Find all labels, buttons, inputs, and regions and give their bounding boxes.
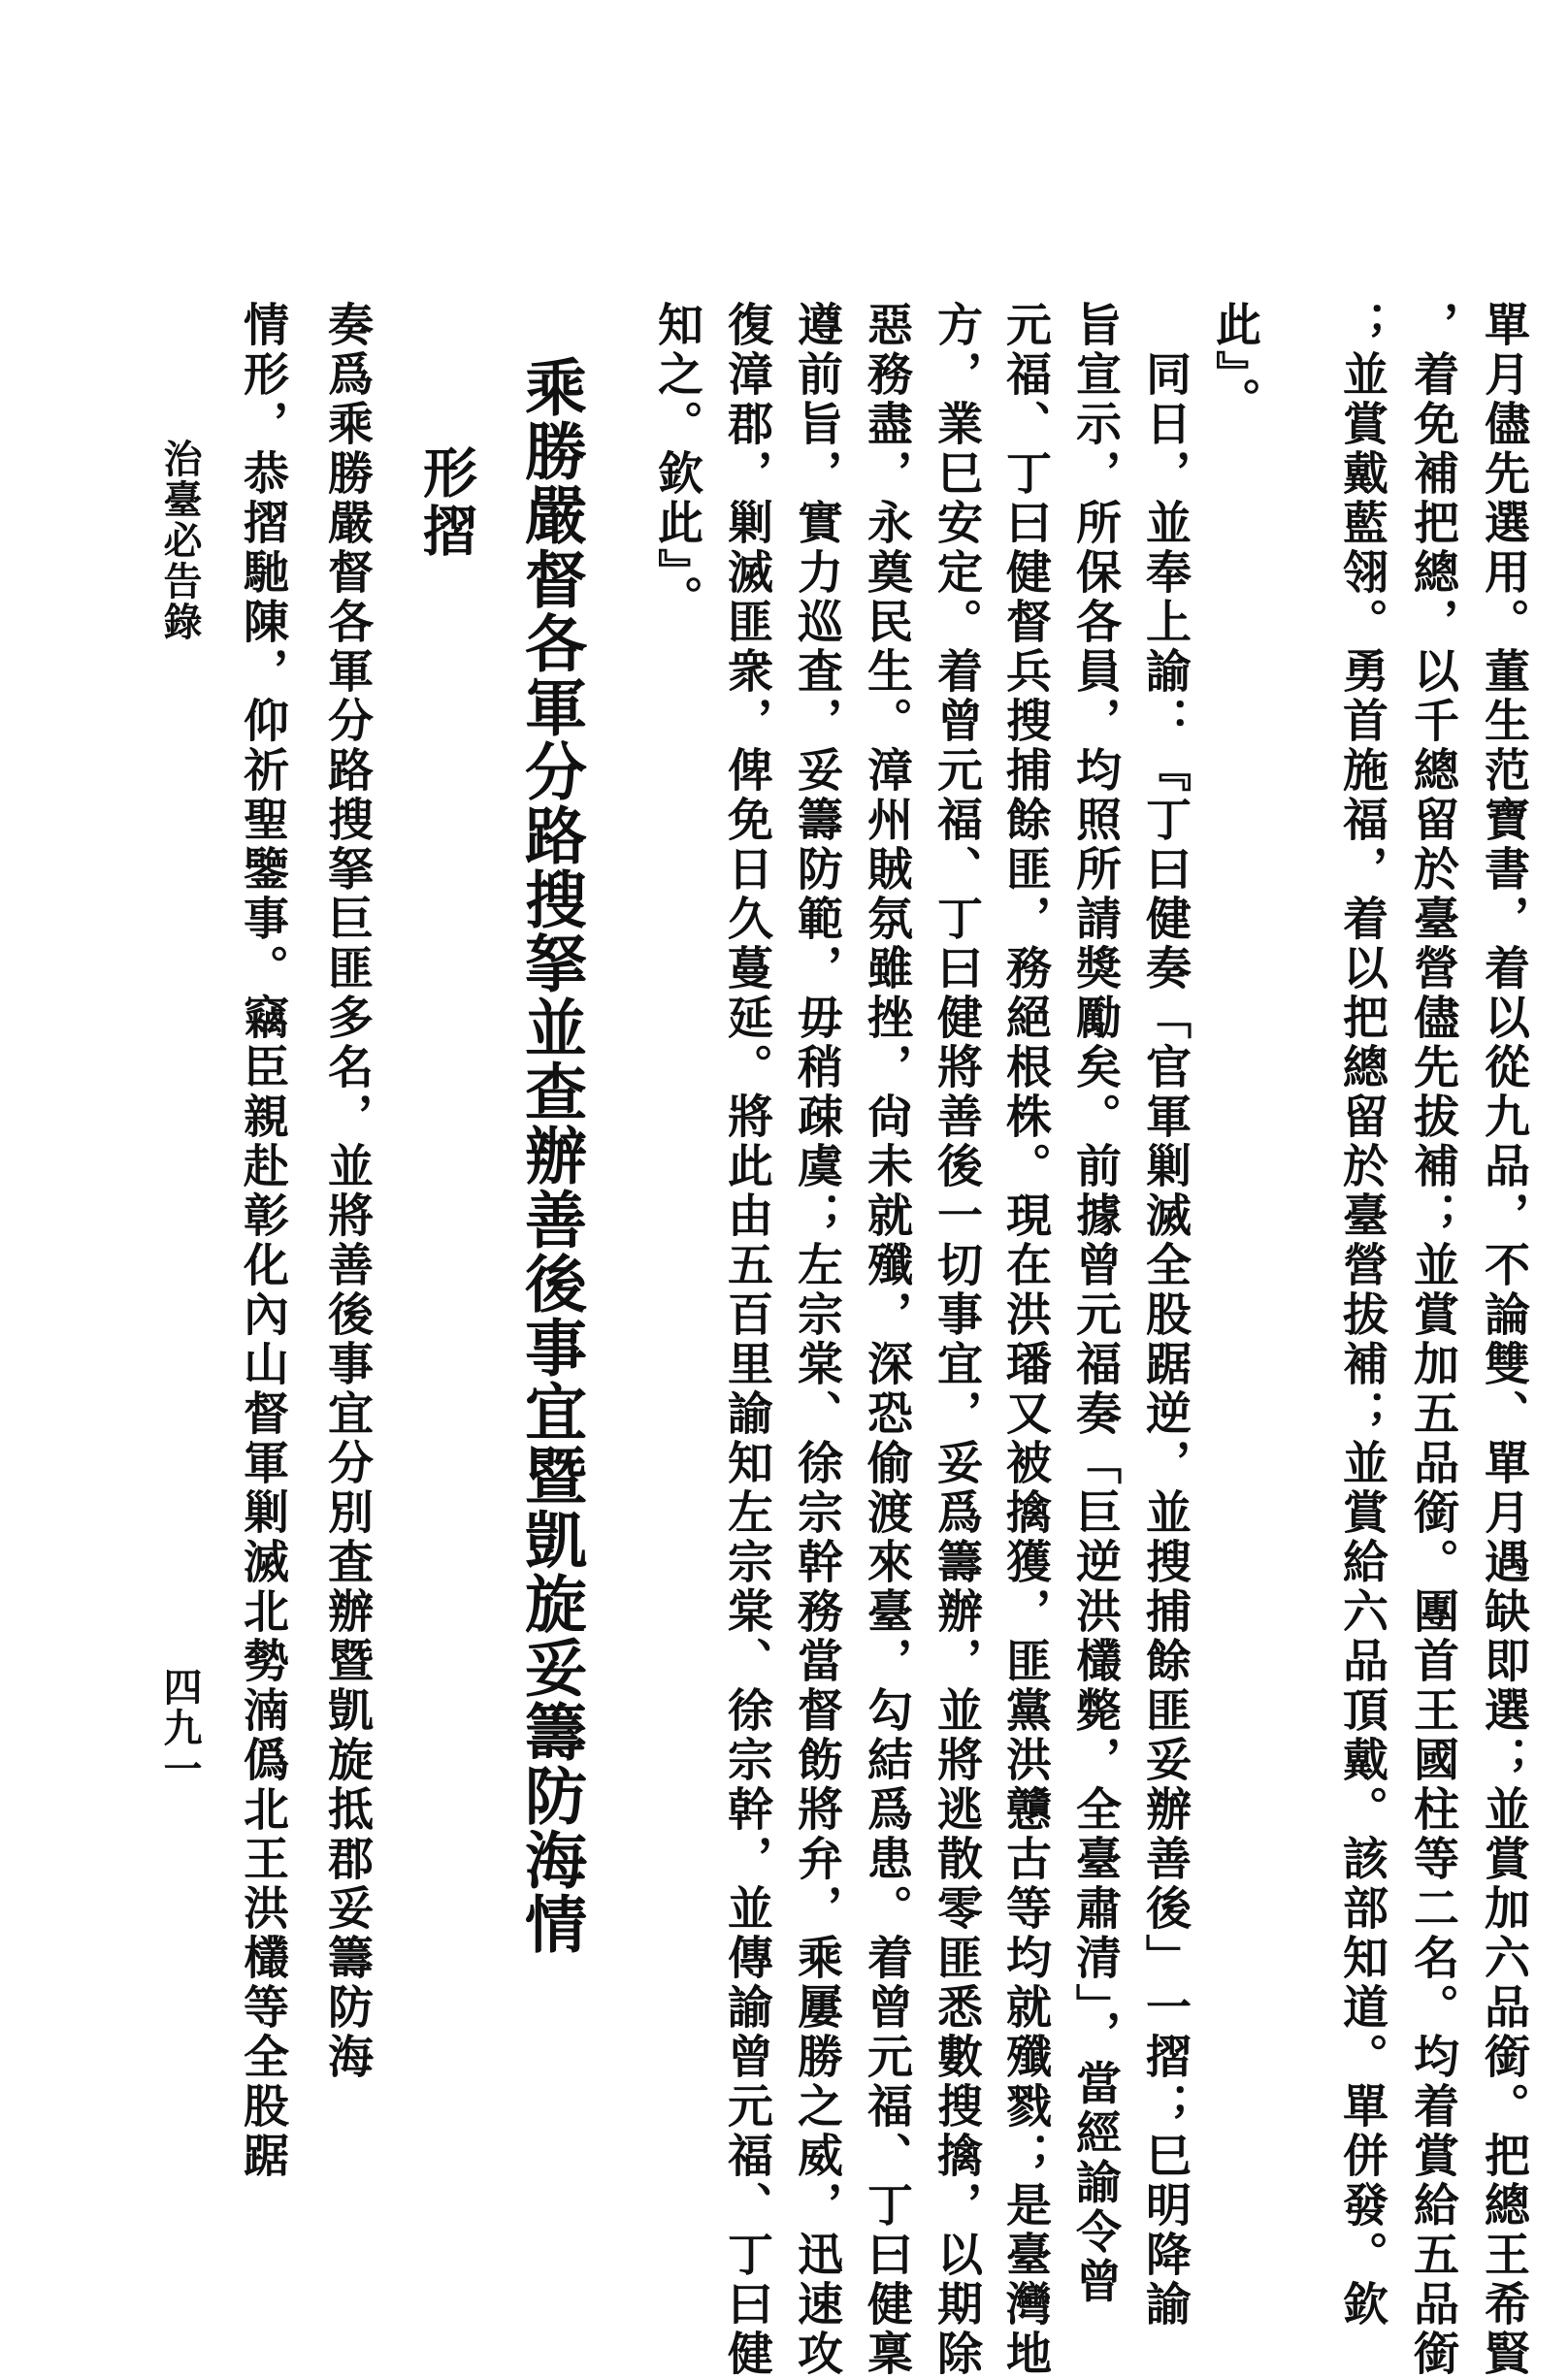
text-column-8: 方，業巳安定。着曾元福、丁曰健將善後一切事宜，妥爲籌辦，並將逃散零匪悉數搜擒，以期除 — [930, 301, 983, 2379]
text-column-12: 知之。欽此』。 — [650, 301, 703, 625]
text-column-2: ，着免補把總，以千總留於臺營儘先拔補；並賞加五品銜。團首王國柱等二名。均着賞給五品銜 — [1406, 301, 1459, 2379]
memorial-column-2: 情形，恭摺馳陳，仰祈聖鑒事。竊臣親赴彰化內山督軍剿滅北勢湳僞北王洪欉等全股踞 — [236, 301, 289, 2181]
book-title: 治臺必告錄 — [157, 439, 203, 642]
text-column-7: 元福、丁曰健督兵搜捕餘匪，務絕根株。現在洪璠又被擒獲，匪黨洪戇古等均就殲戮；是臺灣地 — [998, 301, 1052, 2379]
text-column-1: 單月儘先選用。董生范寶書，着以從九品，不論雙、單月遇缺即選；並賞加六品銜。把總王希賢 — [1477, 301, 1530, 2379]
text-column-5: 同日，並奉上諭：『丁曰健奏「官軍剿滅全股踞逆，並搜捕餘匪妥辦善後」一摺；巳明降諭 — [1138, 301, 1192, 2330]
text-column-11: 復漳郡，剿滅匪衆，俾免日久蔓延。將此由五百里諭知左宗棠、徐宗幹，並傳諭曾元福、丁曰健 — [720, 301, 773, 2379]
section-title: 乘勝嚴督各軍分路搜拏並查辦善後事宜暨凱旋妥籌防海情 — [514, 355, 587, 1956]
text-column-6: 旨宣示，所保各員，均照所請獎勵矣。前據曾元福奏「巨逆洪欉斃，全臺肅清」，當經諭令曾 — [1068, 301, 1122, 2307]
text-column-9: 惡務盡，永奠民生。漳州賊氛雖挫，尙未就殲，深恐偷渡來臺，勾結爲患。着曾元福、丁曰健稟 — [860, 301, 913, 2379]
memorial-column-1: 奏爲乘勝嚴督各軍分路搜拏巨匪多名，並將善後事宜分別査辦暨凱旋抵郡妥籌防海 — [320, 301, 374, 2082]
text-column-3: ；並賞戴藍翎。勇首施福，着以把總留於臺營拔補；並賞給六品頂戴。該部知道。單併發。欽 — [1335, 301, 1388, 2330]
page-number: 四九一 — [157, 1667, 203, 1789]
section-title-continued: 形摺 — [414, 444, 478, 561]
text-column-10: 遵前旨，實力巡査，妥籌防範，毋稍疎虞；左宗棠、徐宗幹務當督飭將弁，乘屢勝之威，迅速攻 — [790, 301, 843, 2379]
text-column-4: 此』。 — [1208, 301, 1261, 427]
